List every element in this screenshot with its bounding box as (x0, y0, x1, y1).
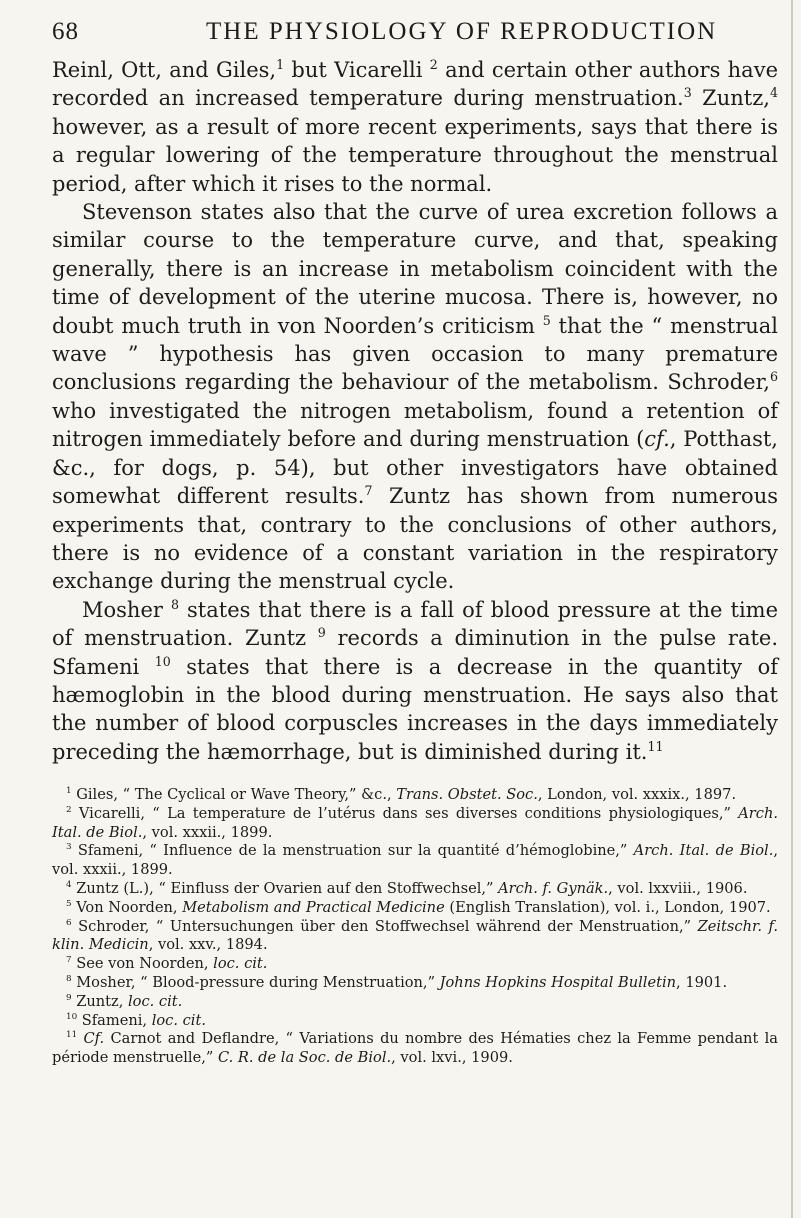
citation-title: Johns Hopkins Hospital Bulletin (439, 973, 677, 991)
text-run: Mosher, “ Blood-pressure during Menstruation,” (71, 973, 440, 991)
text-run: See von Noorden, (71, 955, 214, 973)
body-text (52, 56, 778, 766)
footnote-number: 10 (66, 1011, 78, 1022)
text-run: , 1901. (676, 973, 728, 991)
footnote-number: 5 (66, 898, 72, 909)
footnote-number: 7 (66, 955, 72, 966)
footnote-10 (52, 1012, 778, 1031)
footnote-2 (52, 805, 778, 843)
page-number: 68 (52, 18, 79, 45)
paragraph-metabolism (52, 198, 778, 596)
footnote-ref-3: 3 (683, 85, 692, 101)
footnote-3 (52, 842, 778, 880)
footnote-number: 11 (66, 1030, 78, 1041)
running-title: THE PHYSIOLOGY OF REPRODUCTION (206, 18, 718, 45)
footnote-number: 4 (66, 880, 72, 891)
text-run: that the “ menstrual wave ” hypothesis has given occasion to many premature conclusions regarding the behaviour of the metabolism. Schroder, (52, 313, 778, 395)
text-run: (English Translation), vol. i., London, 1907. (444, 898, 771, 916)
text-run: and certain other authors have recorded an increased temperature during menstruation. (52, 58, 778, 111)
text-run: however, as a result of more recent experiments, says that there is a regular lowering of the temperature throughout the menstrual period, after which it rises to the normal. (52, 114, 778, 196)
text-run: Giles, “ The Cyclical or Wave Theory,” &c., (71, 786, 397, 803)
text-run: , vol. xxxii., 1899. (52, 842, 778, 879)
footnotes (52, 786, 778, 1068)
text-run: Zuntz, (71, 992, 128, 1010)
footnote-number: 9 (66, 992, 72, 1003)
text-run: , London, vol. xxxix., 1897. (537, 786, 737, 803)
footnote-11 (52, 1030, 778, 1068)
footnote-number: 3 (66, 842, 72, 853)
paragraph-temperature (52, 56, 778, 198)
text-run: Schroder, “ Untersuchungen über den Stoffwechsel während der Menstruation,” (71, 917, 698, 935)
footnote-ref-5: 5 (542, 312, 551, 328)
cf-abbrev: cf. (644, 427, 670, 452)
footnote-ref-1: 1 (276, 57, 285, 72)
citation-title: loc. cit. (213, 955, 268, 973)
text-run: Stevenson states also that the curve of urea excretion follows a similar course to the temperature curve, and that, speaking generally, there is an increase in metabolism coincident with the time of development of the uterine mucosa. There is, however, no doubt much truth in von Noorden’s criticism (52, 200, 778, 338)
citation-title: Trans. Obstet. Soc. (396, 786, 538, 803)
text-run: Mosher (82, 597, 171, 622)
footnote-6 (52, 918, 778, 956)
text-run: Sfameni, (77, 1011, 152, 1029)
footnote-8 (52, 974, 778, 993)
footnote-ref-7: 7 (364, 483, 373, 499)
text-run: Zuntz (L.), “ Einfluss der Ovarien auf den Stoffwechsel,” (71, 879, 499, 897)
text-run: , vol. lxvi., 1909. (391, 1049, 513, 1067)
footnote-ref-9: 9 (317, 625, 326, 641)
footnote-4 (52, 880, 778, 899)
running-header (52, 18, 778, 52)
footnote-ref-6: 6 (769, 369, 778, 385)
text-run: , vol. lxxviii., 1906. (608, 879, 748, 897)
cf-abbrev: Cf. (83, 1030, 105, 1048)
text-run: Von Noorden, (71, 898, 183, 916)
citation-title: loc. cit. (151, 1011, 206, 1029)
text-run: , vol. xxv., 1894. (148, 936, 268, 954)
text-run: Sfameni, “ Influence de la menstruation sur la quantité d’hémoglobine,” (71, 842, 634, 860)
citation-title: Arch. Ital. de Biol. (633, 842, 774, 860)
footnote-9 (52, 993, 778, 1012)
citation-title: loc. cit. (128, 992, 183, 1010)
text-run: but Vicarelli (284, 58, 430, 82)
footnote-5 (52, 899, 778, 918)
footnote-ref-11: 11 (647, 738, 664, 754)
page-edge-rule (791, 0, 793, 1218)
text-run: records a diminution in the pulse rate. Sfameni (52, 626, 779, 679)
text-run: , Potthast, &c., for dogs, p. 54), but other investigators have obtained somewhat different results. (52, 427, 778, 509)
text-run: Carnot and Deflandre, “ Variations du nombre des Hématies chez la Femme pendant la période menstruelle,” (52, 1030, 778, 1067)
text-run: Zuntz has shown from numerous experiments that, contrary to the conclusions of other authors, there is no evidence of a constant variation in the respiratory exchange during the menstrual cycle. (52, 484, 779, 594)
paragraph-blood (52, 596, 778, 766)
footnote-1 (52, 786, 778, 805)
footnote-ref-2: 2 (429, 57, 438, 72)
text-run: , vol. xxxii., 1899. (142, 823, 273, 841)
footnote-7 (52, 955, 778, 974)
footnote-ref-8: 8 (170, 596, 179, 612)
footnote-number: 2 (66, 804, 72, 815)
citation-title: Zeitschr. f. klin. Medicin (52, 917, 778, 954)
text-run: states that there is a fall of blood pressure at the time of menstruation. Zuntz (52, 597, 779, 651)
citation-title: Arch. f. Gynäk. (498, 879, 609, 897)
citation-title: Metabolism and Practical Medicine (182, 898, 445, 916)
footnote-ref-4: 4 (769, 85, 778, 101)
citation-title: Arch. Ital. de Biol. (52, 804, 778, 841)
footnote-number: 1 (66, 786, 72, 797)
footnote-number: 6 (66, 917, 72, 928)
footnote-ref-10: 10 (154, 653, 171, 669)
text-run: Reinl, Ott, and Giles, (52, 58, 277, 82)
citation-title: C. R. de la Soc. de Biol. (217, 1049, 392, 1067)
text-run: who investigated the nitrogen metabolism, found a retention of nitrogen immediately before and during menstruation ( (52, 398, 778, 452)
text-run: Vicarelli, “ La temperature de l’utérus dans ses diverses conditions physiologiques,” (71, 804, 739, 822)
footnote-number: 8 (66, 974, 72, 985)
text-run: states that there is a decrease in the quantity of hæmoglobin in the blood during menstruation. He says also that the number of blood corpuscles increases in the days immediately preceding the hæmorrhage, but is diminished during it. (52, 654, 778, 764)
text-run: Zuntz, (691, 86, 770, 111)
